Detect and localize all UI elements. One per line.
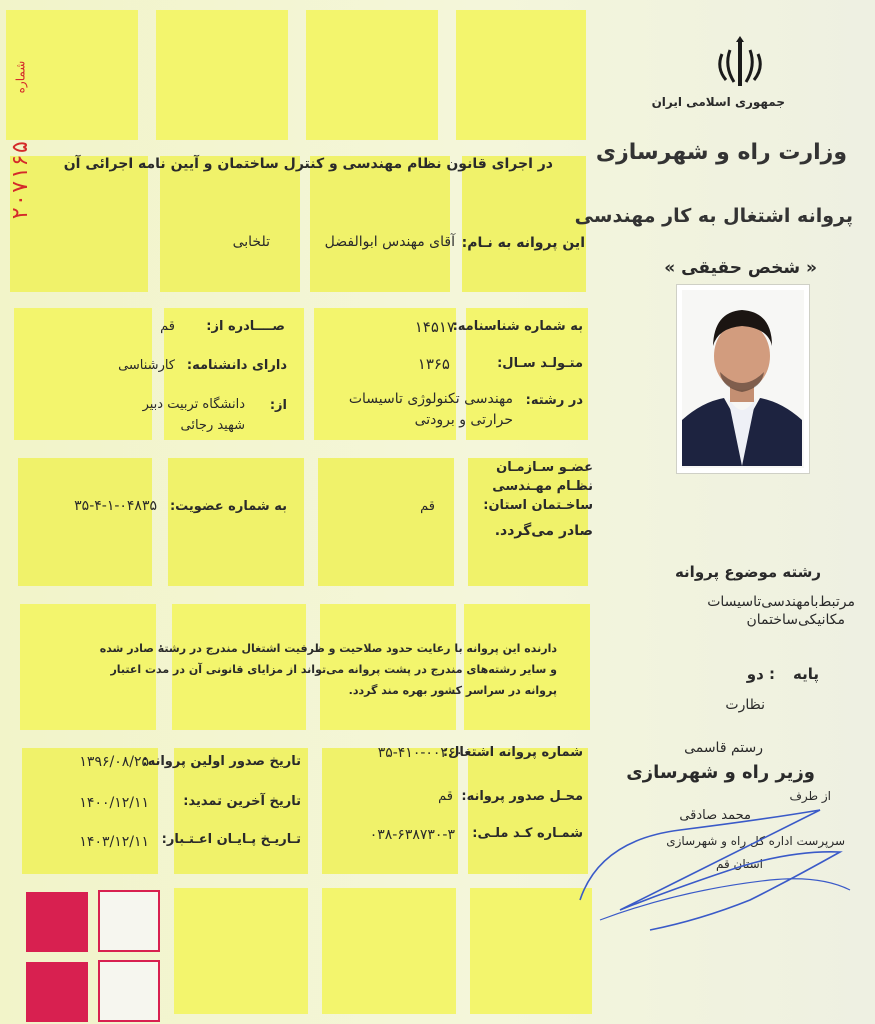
serial-number: ۲۰۷۱۶۵ [8, 140, 33, 220]
university-line-2: شهید رجائی [180, 418, 245, 433]
degree-label: دارای دانشنامه: [186, 358, 287, 373]
holder-surname: تلخابی [232, 234, 270, 250]
place: قم [438, 789, 453, 804]
subject-title: رشته موضوع پروانه [674, 563, 821, 581]
iran-emblem-icon [712, 34, 768, 92]
subject-line-1: مرتبط‌بامهندسی‌تاسیسات [707, 594, 855, 610]
grade-value: : دو [746, 665, 775, 683]
university-line-1: دانشگاه تربیت دبیر [142, 397, 245, 412]
preamble: در اجرای قانون نظام مهندسی و کنترل ساختمان و آیین نامه اجرائی آن [63, 156, 553, 172]
expiry-label: تـاریـخ پـایـان اعـتـبار: [161, 832, 301, 847]
issued-from-label: صــــادره از: [206, 319, 285, 334]
grade-label: پایه [793, 665, 819, 683]
grade-category: نظارت [725, 697, 765, 713]
national-code-label: شمـاره کـد ملـی: [472, 826, 583, 841]
outlined-square-2 [98, 960, 160, 1022]
org-line-2: نظـام مهـندسی [492, 479, 593, 494]
province: قم [420, 499, 435, 514]
deputy-province: استان قم [715, 857, 763, 871]
org-line-3: ساخـتمان استان: [483, 498, 593, 513]
field-line-1: مهندسی تکنولوژی تاسیسات [348, 391, 513, 407]
member-no-label: به شماره عضویت: [169, 499, 287, 514]
deputy-name: محمد صادقی [679, 808, 751, 823]
id-number: ۱۴۵۱۷ [414, 318, 455, 336]
signature-scribble [560, 780, 860, 940]
place-label: محـل صدور پروانه: [461, 789, 583, 804]
notice-line-2: و سایر رشته‌های مندرج در پشت پروانه می‌تواند از مزایای قانونی آن در مدت اعتبار [110, 663, 557, 676]
holder-name: آقای مهندس ابوالفضل [324, 234, 455, 250]
minister-name: رستم قاسمی [684, 740, 763, 756]
on-behalf: از طرف [789, 789, 831, 803]
birth-year-label: متـولـد سـال: [497, 356, 583, 371]
red-square-1 [26, 892, 88, 952]
member-no: ۳۵-۴-۱-۰۴۸۳۵ [74, 498, 157, 514]
red-square-2 [26, 962, 88, 1022]
first-issue: ۱۳۹۶/۰۸/۲۵ [79, 754, 149, 770]
portrait-image [682, 290, 802, 466]
org-line-1: عضـو سـازمـان [496, 460, 593, 475]
issued-from: قم [160, 319, 175, 334]
notice-line-3: پروانه در سراسر کشور بهره مند گردد. [348, 684, 557, 697]
license-number-label: شماره پروانه اشتغال: [442, 745, 583, 760]
deputy-title: سرپرست اداره کل راه و شهرسازی [666, 834, 845, 848]
ministry-title: وزارت راه و شهرسازی [595, 140, 847, 165]
holder-label: این پروانه به نـام: [461, 235, 585, 251]
expiry: ۱۴۰۳/۱۲/۱۱ [79, 834, 149, 850]
birth-year: ۱۳۶۵ [417, 355, 450, 373]
serial-label: شماره [13, 60, 28, 94]
republic-label: جمهوری اسلامی ایران [651, 95, 785, 109]
license-number: ۳۵-۴۱۰-۰۰۲۶۰ [377, 745, 463, 761]
field-line-2: حرارتی و برودتی [414, 412, 513, 428]
field-label: در رشته: [525, 393, 583, 408]
last-renewal-label: تاریخ آخرین تمدید: [183, 794, 301, 809]
last-renewal: ۱۴۰۰/۱۲/۱۱ [79, 795, 149, 811]
university-label: از: [269, 398, 287, 413]
issued-statement: صادر می‌گردد. [494, 523, 593, 539]
first-issue-label: تاریخ صدور اولین پروانه: [142, 754, 301, 769]
notice-line-1: دارنده این پروانه با رعایت حدود صلاحیت و ظرفیت اشتغال مندرج در رشتهٔ صادر شده [99, 642, 557, 655]
person-type: « شخص حقیقی » [664, 258, 817, 278]
minister-title: وزیر راه و شهرسازی [626, 762, 815, 783]
license-title: پروانه اشتغال به کار مهندسی [574, 205, 853, 227]
degree: کارشناسی [118, 358, 175, 373]
subject-line-2: مکانیکی‌ساختمان [746, 612, 845, 628]
national-code: ۰۳۸-۶۳۸۷۳۰-۳ [369, 827, 455, 843]
id-number-label: به شماره شناسنامه: [452, 319, 583, 334]
outlined-square-1 [98, 890, 160, 952]
holder-photo [676, 284, 810, 474]
